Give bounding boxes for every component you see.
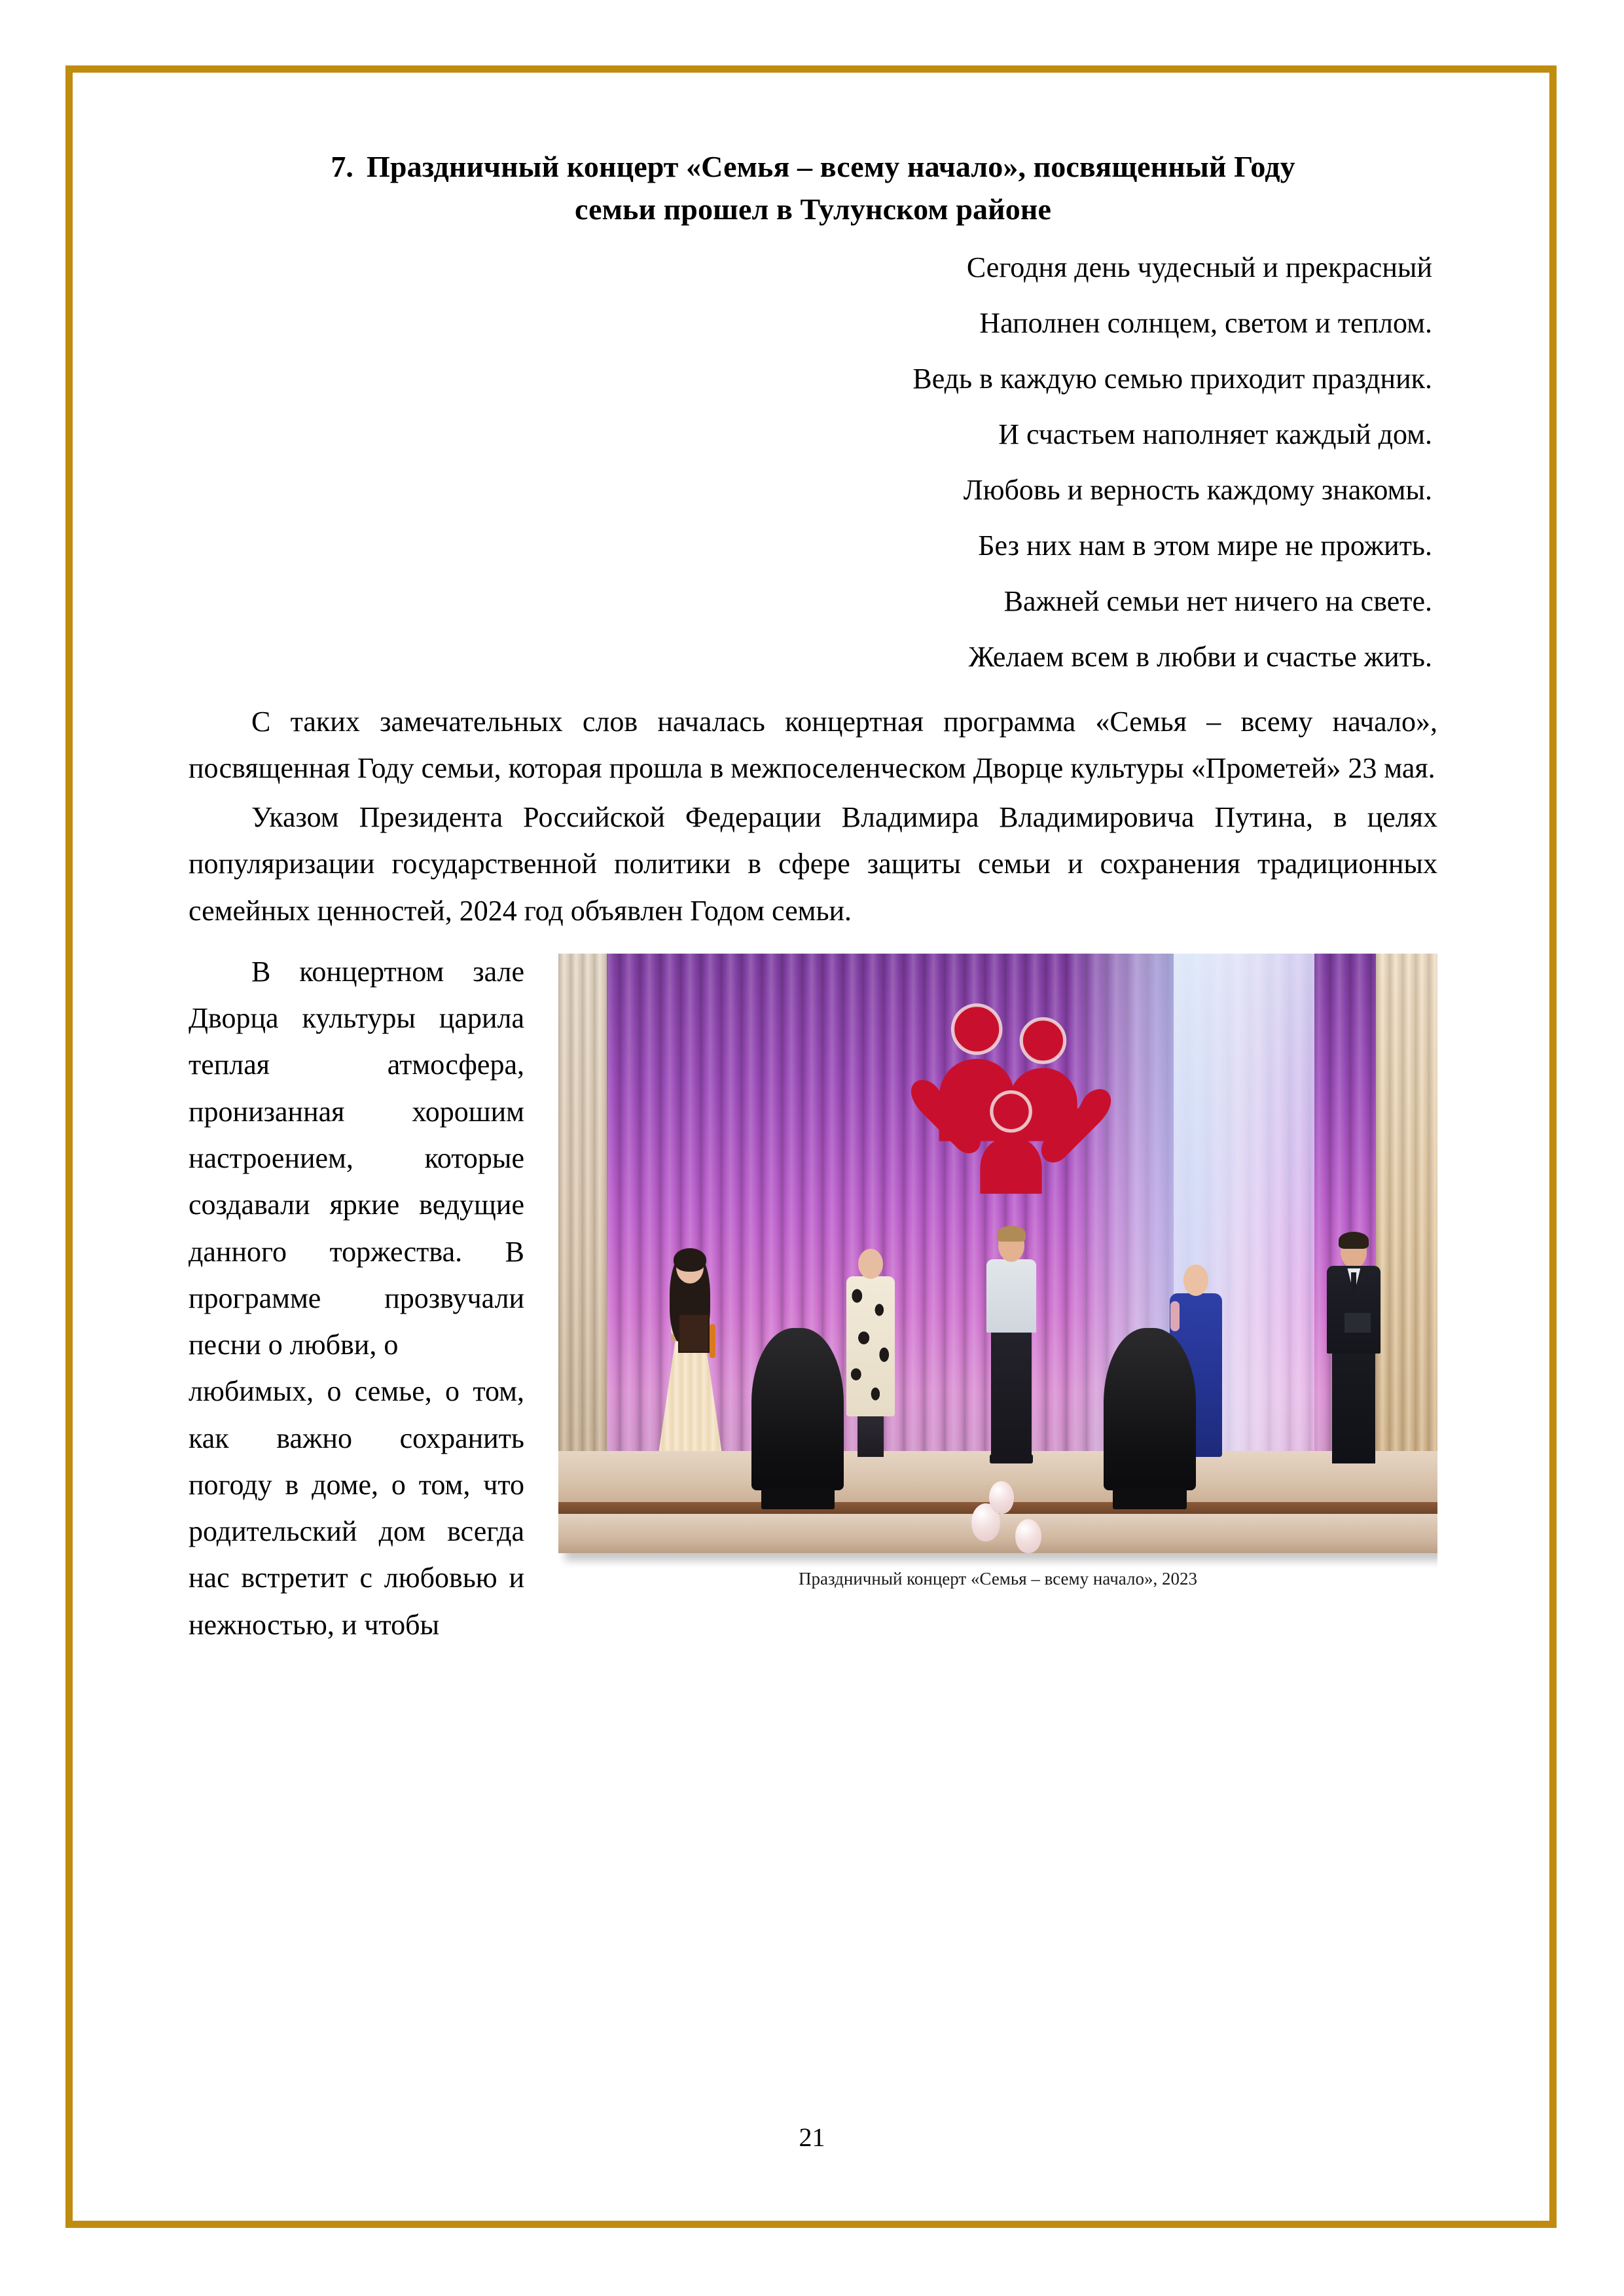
concert-photo-figure [558, 954, 1437, 1590]
body-paragraph-3-column: В концертном зале Дворца культуры царила теплая атмосфера, пронизанная хорошим настроением, которые создавали яркие ведущие данного торжества. В программе прозвучали песни о любви, о [189, 955, 524, 1361]
folder-prop [678, 1314, 710, 1353]
photo-wrap-section [189, 948, 1437, 1648]
microphone-prop [1170, 1301, 1180, 1331]
concert-photo [558, 954, 1437, 1553]
microphone-prop [710, 1324, 715, 1358]
page-title [189, 145, 1437, 231]
photo-caption: Праздничный концерт «Семья – всему начало», 2023 [799, 1568, 1197, 1588]
side-drape-left [558, 954, 607, 1469]
poem-block [189, 253, 1437, 672]
body-paragraph-3-continued: любимых, о семье, о том, как важно сохранить погоду в доме, о том, что родительский дом всегда нас встретит с любовью и нежностью, и чтобы [189, 1375, 524, 1641]
poem-line: И счастьем наполняет каждый дом. [998, 418, 1432, 450]
body-paragraph-2: Указом Президента Российской Федерации Владимира Владимировича Путина, в целях популяризации государственной политики в сфере защиты семьи и сохранения традиционных семейных ценностей, 2024 год объявлен Годом семьи. [189, 801, 1437, 927]
folder-prop [1344, 1313, 1371, 1333]
person-host-woman-cream-dress [646, 1251, 734, 1451]
poem-line: Без них нам в этом мире не прожить. [978, 529, 1432, 562]
year-of-family-emblem-icon [892, 978, 1121, 1217]
person-host-man-dark-suit [1314, 1236, 1394, 1463]
poem-line: Наполнен солнцем, светом и теплом. [979, 306, 1432, 339]
stage-monitor-speaker [1104, 1328, 1196, 1490]
title-line-2: семьи прошел в Тулунском районе [575, 192, 1051, 226]
page-content [189, 145, 1437, 1648]
poem-line: Сегодня день чудесный и прекрасный [966, 251, 1432, 283]
body-paragraph-1: С таких замечательных слов началась концертная программа «Семья – всему начало», посвященная Году семьи, которая прошла в межпоселенческом Дворце культуры «Прометей» 23 мая. [189, 705, 1437, 784]
title-line-1: Праздничный концерт «Семья – всему начало», посвященный Году [367, 150, 1295, 183]
poem-line: Важней семьи нет ничего на свете. [1003, 584, 1432, 617]
balloon-decoration [1015, 1519, 1041, 1553]
stage-monitor-speaker [751, 1328, 844, 1490]
balloon-decoration [989, 1481, 1014, 1514]
person-man-light-shirt [971, 1229, 1051, 1463]
section-number: 7. [331, 150, 354, 183]
stage-scene [558, 954, 1437, 1553]
poem-line: Любовь и верность каждому знакомы. [963, 473, 1432, 506]
poem-line: Ведь в каждую семью приходит праздник. [912, 362, 1432, 395]
page-number: 21 [799, 2123, 825, 2152]
poem-line: Желаем всем в любви и счастье жить. [968, 640, 1432, 673]
